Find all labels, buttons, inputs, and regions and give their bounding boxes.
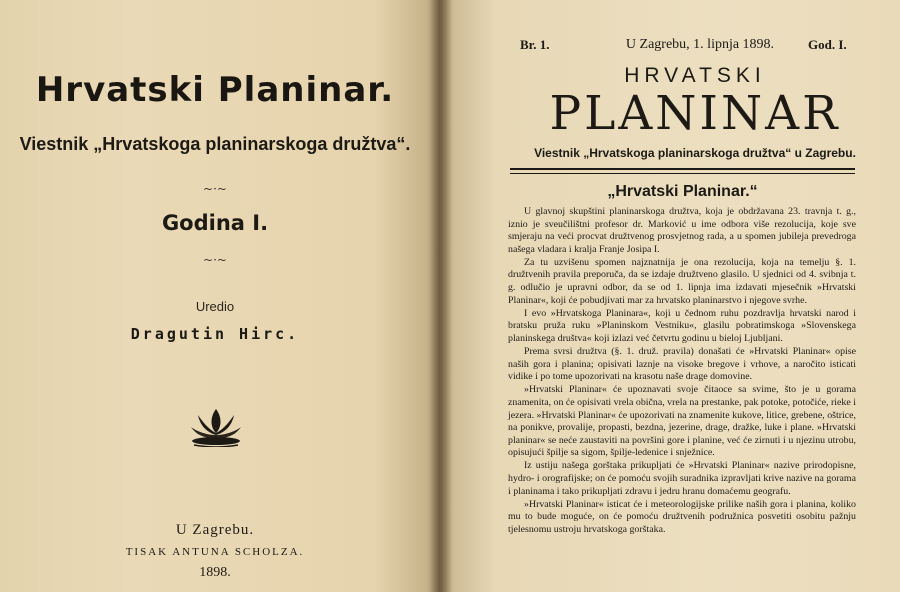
ornament-divider: ~·~ [203, 253, 227, 267]
imprint-year: 1898. [199, 565, 231, 580]
edited-by-label: Uredio [195, 299, 235, 314]
book-subtitle: Viestnik „Hrvatskoga planinarskoga družtva“. [19, 134, 411, 154]
volume-number: God. I. [808, 37, 847, 52]
volume-label: Godina I. [161, 211, 269, 235]
masthead-title: PLANINAR [549, 86, 841, 141]
editor-name: Dragutin Hirc. [130, 325, 300, 343]
imprint-printer: TISAK ANTUNA SCHOLZA. [125, 546, 305, 558]
ornament-divider: ~·~ [203, 182, 227, 196]
title-page [0, 0, 440, 592]
book-title: Hrvatski Planinar. [35, 70, 395, 110]
masthead-top: HRVATSKI [624, 64, 766, 87]
article-paragraph: Prema svrsi družtva (§. 1. druž. pravila) donašati će »Hrvatski Planinar« opise naših gora i planina; opisivati laznje na visoke bregove i vrhove, a naročito isticati vidike i po tome upozorivati na krasotu naše drage domovine. [508, 346, 856, 383]
article-paragraph: Iz ustiju našega gorštaka prikupljati će »Hrvatski Planinar« nazive prirodopisne, hydro- i orografijske; on će pomoću svojih suradnika izpravljati krive nazive na gorama i planinama i tako prikupljati zdravu i jedru hranu domaćemu geografu. [508, 460, 856, 497]
issue-place-date: U Zagrebu, 1. lipnja 1898. [625, 37, 775, 52]
lotus-vignette-icon [188, 405, 244, 447]
article-paragraph: I evo »Hrvatskoga Planinara«, koji u čednom ruhu pozdravlja hrvatski narod i bratsku pruža ruku »Planinskom Vestniku«, glasilu pobratimskoga »Slovenskega planinskega društva« koji izlazi već četvrtu godinu u bieloj Ljubljani. [508, 307, 856, 344]
article-paragraph: »Hrvatski Planinar« će upoznavati svoje čitaoce sa svime, što je u gorama znamenita, on će opisivati vrela obična, vrela na prestanke, pak potoke, potočiće, rieke i jezera. »Hrvatski Planinar« će upozorivati na znamenite kukove, litice, grebene, oštrice, na ponikve, provalije, propasti, bezdna, jezerine, drage, dražke, luke i plane. »Hrvatski planinar« se neće zaustaviti na površini gore i planine, već će zirnuti i u njezinu utrobu, opisujući špilje sa sigom, špilje-ledenice i snježnice. [508, 384, 856, 459]
article-paragraph: »Hrvatski Planinar« isticat će i meteorologijske prilike naših gora i planina, koliko mu to bude moguće, on će pomoću družtvenih podružnica posvetiti osobitu pažnju tjelesnomu ustroju hrvatskoga gorštaka. [508, 498, 856, 535]
first-issue-page [440, 0, 900, 592]
issue-number: Br. 1. [520, 37, 550, 52]
masthead-subtitle: Viestnik „Hrvatskoga planinarskoga družtva“ u Zagrebu. [534, 146, 856, 160]
article-paragraph: U glavnoj skupštini planinarskoga družtva, koja je obdržavana 23. travnja t. g., iznio je sveučilištni profesor dr. Marković u ime odbora više rezolucija, koje sve smjeraju na veći procvat družtvenog prosvjetnog rada, a u spomen jubileja prevedroga našega vladara i kralja Franje Josipa I. [508, 206, 856, 255]
article-paragraph: Za tu uzvišenu spomen najznatnija je ona rezolucija, koja na temelju §. 1. družtvenih pravila preporuča, da se izdaje družtveno glasilo. U sjednici od 4. svibnja t. g. odlučio je upravni odbor, da se od 1. lipnja ima izdavati mjesečnik »Hrvatski Planinar«, koji će pobudjivati mar za hrvatsko planinarstvo i njegove svrhe. [508, 256, 856, 306]
article-body [508, 206, 856, 536]
masthead-rule [510, 173, 855, 174]
masthead-rule [510, 168, 855, 170]
imprint-city: U Zagrebu. [175, 522, 255, 538]
article-title: „Hrvatski Planinar.“ [607, 183, 758, 200]
book-gutter [430, 0, 452, 592]
